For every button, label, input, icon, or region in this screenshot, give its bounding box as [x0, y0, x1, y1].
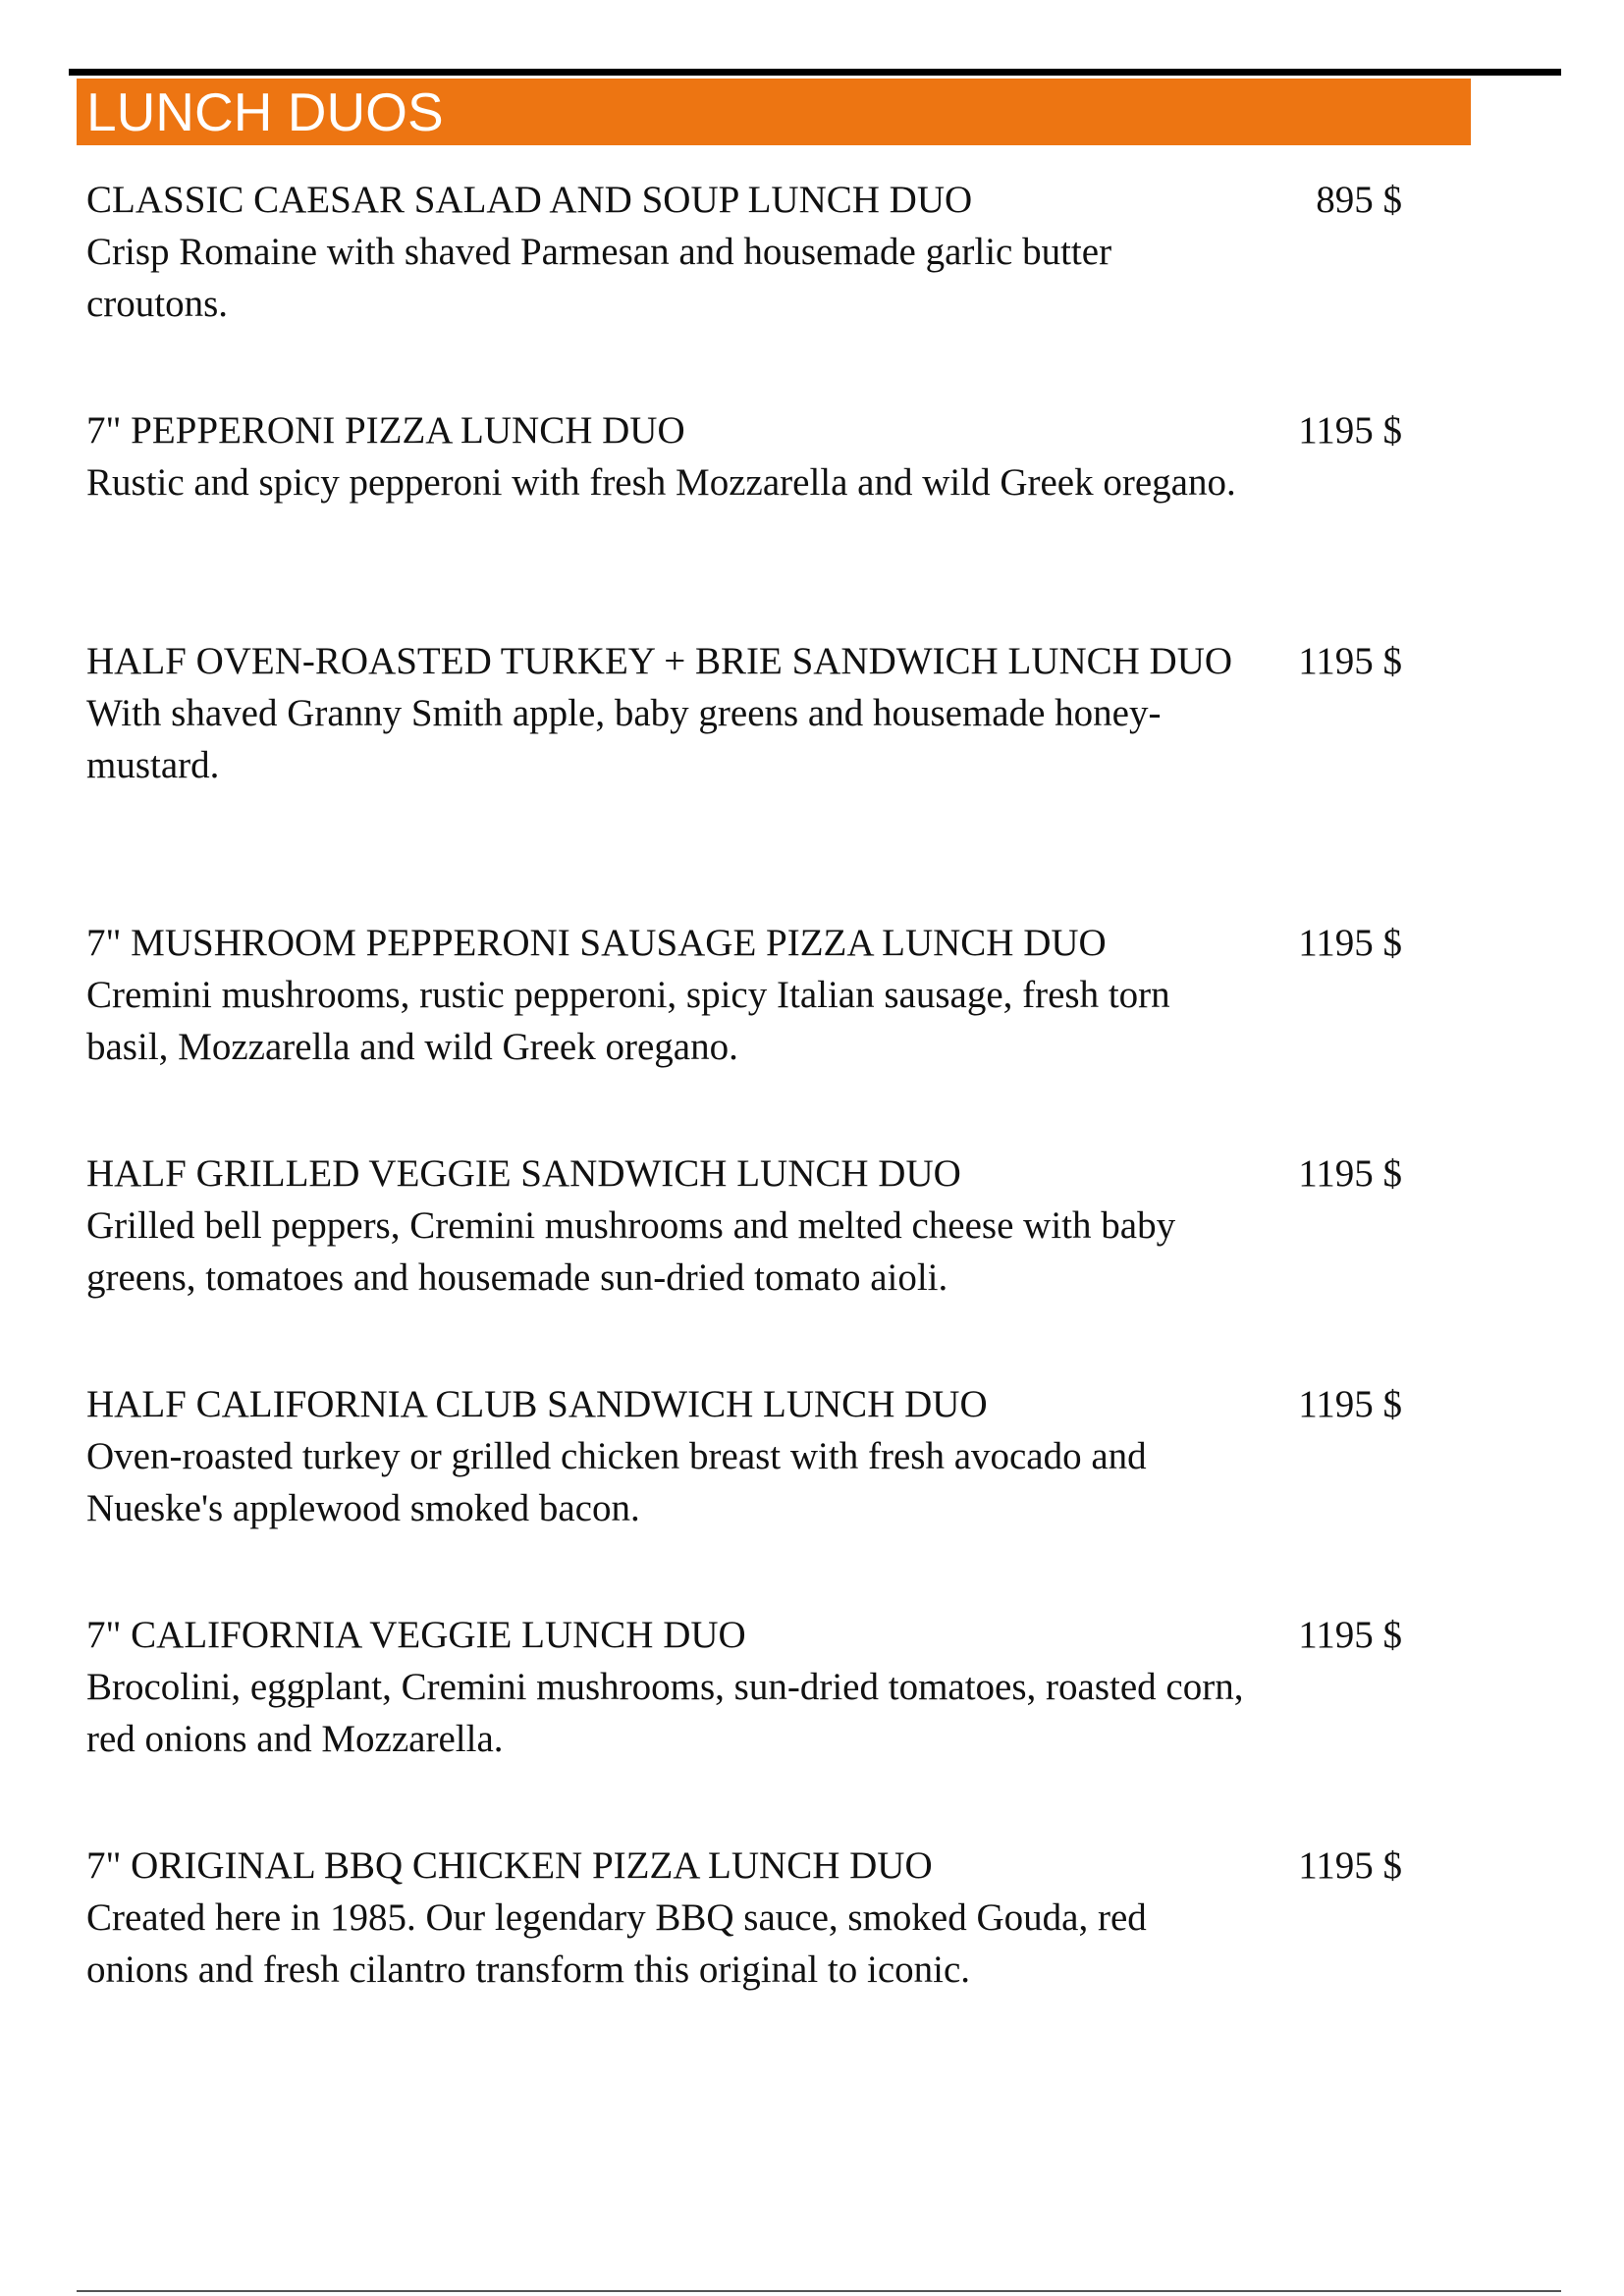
- menu-item-price: 1195 $: [1298, 1614, 1402, 1656]
- menu-item-price: 895 $: [1316, 179, 1402, 221]
- menu-item: [86, 405, 1402, 636]
- menu-item-price: 1195 $: [1298, 1152, 1402, 1195]
- menu-item: [86, 1379, 1402, 1610]
- menu-item: [86, 918, 1402, 1148]
- menu-item-price: 1195 $: [1298, 1383, 1402, 1425]
- menu-item-description: With shaved Granny Smith apple, baby greens and housemade honey-mustard.: [86, 692, 1162, 786]
- menu-item-list: [86, 175, 1402, 2071]
- top-divider: [69, 69, 1561, 76]
- menu-item-name: HALF CALIFORNIA CLUB SANDWICH LUNCH DUO: [86, 1383, 988, 1425]
- section-header-bar: [77, 79, 1471, 145]
- menu-item-description: Grilled bell peppers, Cremini mushrooms and melted cheese with baby greens, tomatoes and housemade sun-dried tomato aioli.: [86, 1204, 1176, 1299]
- menu-item-name: 7" PEPPERONI PIZZA LUNCH DUO: [86, 409, 685, 452]
- menu-item-description: Brocolini, eggplant, Cremini mushrooms, sun-dried tomatoes, roasted corn, red onions and Mozzarella.: [86, 1666, 1244, 1760]
- menu-item-name: 7" MUSHROOM PEPPERONI SAUSAGE PIZZA LUNCH DUO: [86, 922, 1107, 964]
- menu-item-description: Rustic and spicy pepperoni with fresh Mozzarella and wild Greek oregano.: [86, 461, 1236, 504]
- menu-item-name: HALF OVEN-ROASTED TURKEY + BRIE SANDWICH LUNCH DUO: [86, 640, 1233, 682]
- menu-item: [86, 636, 1402, 918]
- menu-item-price: 1195 $: [1298, 640, 1402, 682]
- menu-item-description: Created here in 1985. Our legendary BBQ sauce, smoked Gouda, red onions and fresh cilantro transform this original to iconic.: [86, 1896, 1147, 1991]
- menu-item-name: HALF GRILLED VEGGIE SANDWICH LUNCH DUO: [86, 1152, 961, 1195]
- menu-item: [86, 1841, 1402, 2071]
- bottom-divider: [77, 2290, 1561, 2292]
- menu-item-name: CLASSIC CAESAR SALAD AND SOUP LUNCH DUO: [86, 179, 973, 221]
- menu-item-price: 1195 $: [1298, 1844, 1402, 1887]
- menu-item: [86, 175, 1402, 405]
- menu-item: [86, 1610, 1402, 1841]
- section-title: LUNCH DUOS: [86, 81, 444, 142]
- menu-item-name: 7" CALIFORNIA VEGGIE LUNCH DUO: [86, 1614, 746, 1656]
- menu-item-price: 1195 $: [1298, 409, 1402, 452]
- menu-item-description: Oven-roasted turkey or grilled chicken breast with fresh avocado and Nueske's applewood smoked bacon.: [86, 1435, 1147, 1529]
- menu-item-description: Cremini mushrooms, rustic pepperoni, spicy Italian sausage, fresh torn basil, Mozzarella and wild Greek oregano.: [86, 974, 1170, 1068]
- menu-item-price: 1195 $: [1298, 922, 1402, 964]
- menu-item-name: 7" ORIGINAL BBQ CHICKEN PIZZA LUNCH DUO: [86, 1844, 933, 1887]
- menu-item: [86, 1148, 1402, 1379]
- menu-item-description: Crisp Romaine with shaved Parmesan and housemade garlic butter croutons.: [86, 231, 1112, 325]
